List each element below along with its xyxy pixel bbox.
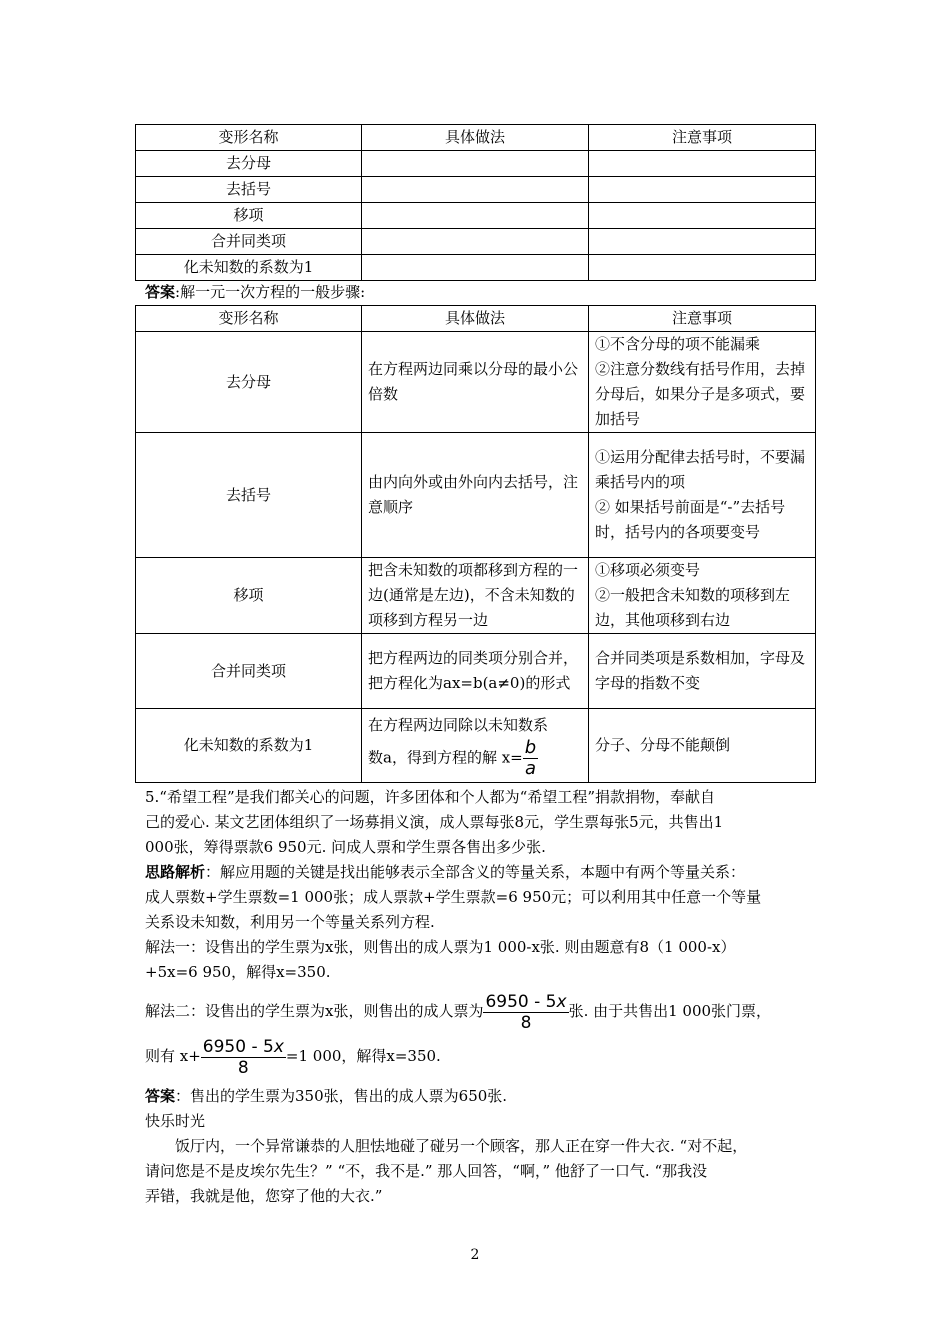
header-cell: 具体做法 xyxy=(362,306,589,332)
method-line xyxy=(368,738,582,779)
page-number: 2 xyxy=(470,1247,480,1263)
method-cell: 在方程两边同乘以分母的最小公倍数 xyxy=(362,332,589,433)
problem-line: 000张，筹得票款6 950元. 问成人票和学生票各售出多少张. xyxy=(145,838,546,856)
table-row xyxy=(136,177,816,203)
solution2-line2-prefix: 则有 x+ xyxy=(145,1047,201,1065)
answer-text: :解一元一次方程的一般步骤: xyxy=(175,283,366,301)
table-row xyxy=(136,151,816,177)
fraction-denominator: 8 xyxy=(520,1012,532,1033)
solution2-suffix: 张. 由于共售出1 000张门票， xyxy=(568,1002,772,1020)
table-row xyxy=(136,203,816,229)
method-cell: 由内向外或由外向内去括号，注意顺序 xyxy=(362,433,589,558)
table-row xyxy=(136,558,816,634)
step-name-cell: 化未知数的系数为1 xyxy=(136,255,362,281)
table-row xyxy=(136,229,816,255)
step-name-cell: 合并同类项 xyxy=(136,634,362,709)
table-header-row xyxy=(136,306,816,332)
final-answer xyxy=(145,1084,815,1109)
steps-table-answer xyxy=(135,305,816,783)
fraction-variable: x xyxy=(556,991,567,1012)
header-cell: 变形名称 xyxy=(136,306,362,332)
step-name-cell: 去分母 xyxy=(136,151,362,177)
step-name-cell: 去括号 xyxy=(136,433,362,558)
table-row xyxy=(136,634,816,709)
fraction-denominator: a xyxy=(524,757,536,779)
table-row xyxy=(136,433,816,558)
notes-cell: ①运用分配律去括号时，不要漏乘括号内的项 ② 如果括号前面是“-”去括号时，括号内的各项要变号 xyxy=(589,433,816,558)
joke-line: 请问您是不是皮埃尔先生？” “不，我不是.” 那人回答，“啊，” 他舒了一口气. “那我没 xyxy=(145,1162,708,1180)
table-row xyxy=(136,709,816,783)
method-cell xyxy=(362,709,589,783)
fraction-6950-5x-over-8 xyxy=(201,1037,286,1078)
problem-line: 己的爱心. 某文艺团体组织了一场募捐义演，成人票每张8元，学生票每张5元，共售出1 xyxy=(145,813,724,831)
notes-cell: 合并同类项是系数相加，字母及字母的指数不变 xyxy=(589,634,816,709)
section-title: 快乐时光 xyxy=(145,1112,206,1130)
method-prefix: 数a，得到方程的解 x= xyxy=(368,748,523,766)
table-row xyxy=(136,332,816,433)
header-cell: 注意事项 xyxy=(589,125,816,151)
analysis-line: 关系设未知数，利用另一个等量关系列方程. xyxy=(145,913,435,931)
analysis-label: 思路解析 xyxy=(145,863,206,881)
joke-line: 弄错，我就是他，您穿了他的大衣.” xyxy=(145,1187,383,1205)
fraction-denominator: 8 xyxy=(237,1057,249,1078)
steps-table-blank xyxy=(135,124,816,281)
method-line: 在方程两边同除以未知数系 xyxy=(368,715,549,734)
fraction-variable: x xyxy=(273,1036,284,1057)
joke-line: 饭厅内，一个异常谦恭的人胆怯地碰了碰另一个顾客，那人正在穿一件大衣. “对不起， xyxy=(145,1137,748,1155)
method-cell: 把方程两边的同类项分别合并，把方程化为ax=b(a≠0)的形式 xyxy=(362,634,589,709)
fraction-6950-5x-over-8 xyxy=(483,992,568,1033)
fraction-numerator: 6950 - 5 xyxy=(485,991,557,1012)
step-name-cell: 去括号 xyxy=(136,177,362,203)
notes-cell: ①移项必须变号 ②一般把含未知数的项移到左边，其他项移到右边 xyxy=(589,558,816,634)
problem-line: 5.“希望工程”是我们都关心的问题，许多团体和个人都为“希望工程”捐款捐物，奉献自 xyxy=(145,788,715,806)
fraction-numerator: b xyxy=(524,736,537,758)
solution-line: +5x=6 950，解得x=350. xyxy=(145,963,331,981)
step-name-cell: 化未知数的系数为1 xyxy=(136,709,362,783)
solution2-line xyxy=(145,988,815,1034)
solution2-line xyxy=(145,1033,815,1079)
notes-cell: ①不含分母的项不能漏乘 ②注意分数线有括号作用，去掉分母后，如果分子是多项式，要加括号 xyxy=(589,332,816,433)
method-cell: 把含未知数的项都移到方程的一边(通常是左边)，不含未知数的项移到方程另一边 xyxy=(362,558,589,634)
answer-intro xyxy=(145,280,815,305)
step-name-cell: 移项 xyxy=(136,558,362,634)
header-cell: 注意事项 xyxy=(589,306,816,332)
step-name-cell: 去分母 xyxy=(136,332,362,433)
solution-line: 解法一：设售出的学生票为x张，则售出的成人票为1 000-x张. 则由题意有8（1 000-x） xyxy=(145,938,736,956)
answer-text: ：售出的学生票为350张，售出的成人票为650张. xyxy=(175,1087,508,1105)
analysis-text: ：解应用题的关键是找出能够表示全部含义的等量关系，本题中有两个等量关系： xyxy=(205,863,746,881)
fraction-numerator: 6950 - 5 xyxy=(202,1036,274,1057)
solution2-prefix: 解法二：设售出的学生票为x张，则售出的成人票为 xyxy=(145,1002,484,1020)
step-name-cell: 合并同类项 xyxy=(136,229,362,255)
step-name-cell: 移项 xyxy=(136,203,362,229)
notes-cell: 分子、分母不能颠倒 xyxy=(589,709,816,783)
solution2-line2-suffix: =1 000，解得x=350. xyxy=(285,1047,441,1065)
analysis-line xyxy=(145,860,815,885)
header-cell: 具体做法 xyxy=(362,125,589,151)
header-cell: 变形名称 xyxy=(136,125,362,151)
analysis-line: 成人票数+学生票数=1 000张；成人票款+学生票款=6 950元；可以利用其中任意一个等量 xyxy=(145,888,762,906)
fraction-b-over-a xyxy=(523,738,538,779)
table-header-row xyxy=(136,125,816,151)
answer-label: 答案 xyxy=(145,1087,176,1105)
table-row xyxy=(136,255,816,281)
answer-label: 答案 xyxy=(145,283,176,301)
